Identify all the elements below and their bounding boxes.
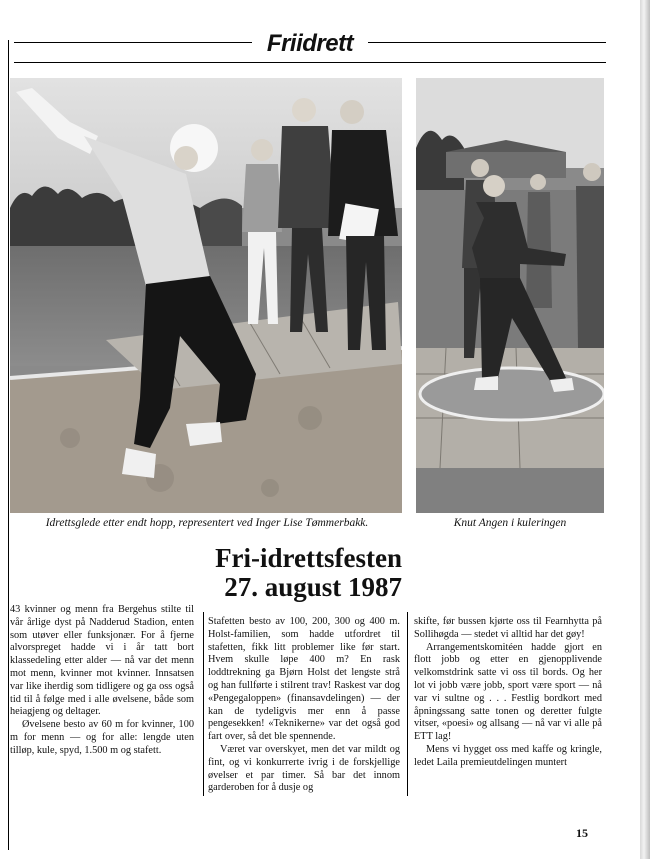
header-rule-left (14, 42, 252, 43)
article-headline (180, 544, 402, 602)
sheet-edge (640, 0, 650, 859)
header-rule-under (14, 62, 606, 63)
paragraph: Arrangementskomitéen hadde gjort en flott jobb og etter en gjenopplivende velkomstdrink satte vi oss til bords. Og her lot vi jobb være jobb, sport være sport — nå var vi sultne og . . . Festlig bordkort med åpningssang satte tonen og deretter fulgte vitser, «poesi» og allsang — nå var vi alle på ETT lag! (414, 641, 602, 743)
paragraph: Stafetten besto av 100, 200, 300 og 400 m. Holst-familien, som hadde utfordret til stafetten, fikk litt problemer like før start. Hvem skulle løpe 400 m? En rask loddtrekning ga Bjørn Holst det lengste strå og han fullførte i stilrent trav! Raskest var dog «Pengegaloppen» (finansavdelingen) — der kan de tydeligvis mer enn å passe pengesekken! «Teknikerne» var det også god fart over, så det ble spennende. (208, 616, 400, 743)
photo-caption-left: Idrettsglede etter endt hopp, representert ved Inger Lise Tømmerbakk. (45, 517, 369, 529)
left-margin-rule (8, 40, 9, 850)
long-jump-photo (10, 78, 402, 513)
article-column-3 (414, 616, 602, 770)
paragraph: 43 kvinner og menn fra Bergehus stilte til vår årlige dyst på Nadderud Stadion, enten som utøver eller funksjonær. For å fjerne alvorspreget hadde vi i år tatt bort klassedeling etter alder — nå var det menn mot menn, kvinner mot kvinner. Innsatsen var like iherdig som tidligere og ga oss også tid til å følge med i alle øvelsene, både som heiagjeng og deltager. (10, 604, 194, 718)
headline-line-1: Fri-idrettsfesten (215, 543, 402, 573)
paragraph: Været var overskyet, men det var mildt og fint, og vi konkurrerte ivrig i de forskjellige øvelser et par timer. Så bar det innom garderoben for å dusje og (208, 743, 400, 794)
article-column-2 (208, 616, 400, 795)
header-rule-right (368, 42, 606, 43)
column-divider (203, 612, 204, 796)
page-number: 15 (576, 826, 588, 840)
article-column-1 (10, 604, 194, 758)
paragraph: Øvelsene besto av 60 m for kvinner, 100 m for menn — og for alle: lengde uten tilløp, kule, spyd, 1.500 m og stafett. (10, 719, 194, 756)
photo-caption-right: Knut Angen i kuleringen (453, 517, 567, 529)
column-divider (407, 612, 408, 796)
section-title: Friidrett (266, 30, 354, 57)
shot-put-photo (416, 78, 604, 513)
headline-line-2: 27. august 1987 (224, 572, 402, 602)
paragraph: Mens vi hygget oss med kaffe og kringle, ledet Laila premieutdelingen muntert (414, 743, 602, 768)
paragraph: skifte, før bussen kjørte oss til Fearnhytta på Sollihøgda — stedet vi alltid har det gøy! (414, 616, 602, 640)
